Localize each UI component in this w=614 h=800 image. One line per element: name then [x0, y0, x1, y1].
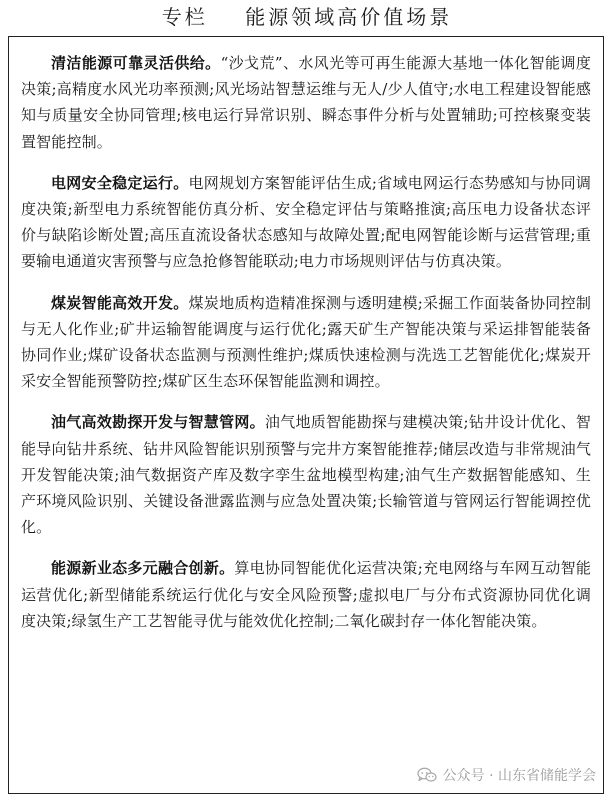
- section-heading: 清洁能源可靠灵活供给。: [51, 54, 221, 72]
- section-body: “沙戈荒”、水风光等可再生能源大基地一体化智能调度决策;高精度水风光功率预测;风光场站智慧运维与无人/少人值守;水电工程建设智能感知与质量安全协同管理;核电运行异常识别、瞬态事件分析与处置辅助;可控核聚变装置智能控制。: [21, 54, 591, 151]
- watermark: [415, 764, 598, 786]
- wechat-icon: [417, 767, 437, 783]
- section-coal: [21, 290, 591, 395]
- section-body: 算电协同智能优化运营决策;充电网络与车网互动智能运营优化;新型储能系统运行优化与安全风险预警;虚拟电厂与分布式资源协同优化调度决策;绿氢生产工艺智能寻优与能效优化控制;二氧化碳封存一体化智能决策。: [21, 559, 591, 630]
- section-heading: 电网安全稳定运行。: [51, 173, 189, 192]
- section-body: 电网规划方案智能评估生成;省域电网运行态势感知与协同调度决策;新型电力系统智能仿真分析、安全稳定评估与策略推演;高压电力设备状态评价与缺陷诊断处置;高压直流设备状态感知与故障处置;配电网智能诊断与运营管理;重要输电通道灾害预警与应急抢修智能联动;电力市场规则评估与仿真决策。: [21, 173, 592, 271]
- section-new-business: [21, 555, 591, 634]
- section-heading: 油气高效勘探开发与智慧管网。: [51, 413, 265, 432]
- page-title: 专栏 能源领域高价值场景: [161, 5, 453, 29]
- section-clean-energy: [21, 50, 591, 155]
- content-box: [8, 36, 604, 794]
- section-body: 煤炭地质构造精准探测与透明建模;采掘工作面装备协同控制与无人化作业;矿井运输智能调度与运行优化;露天矿生产智能决策与采运排智能装备协同作业;煤矿设备状态监测与预测性维护;煤质快速检测与洗选工艺智能优化;煤炭开采安全智能预警防控;煤矿区生态环保智能监测和调控。: [21, 293, 592, 391]
- section-heading: 煤炭智能高效开发。: [51, 293, 189, 312]
- section-oil-gas: [21, 409, 591, 540]
- watermark-text: 公众号 · 山东省储能学会: [442, 768, 596, 784]
- section-grid-safety: [21, 170, 591, 275]
- section-heading: 能源新业态多元融合创新。: [51, 559, 235, 578]
- section-body: 油气地质智能勘探与建模决策;钻井设计优化、智能导向钻井系统、钻井风险智能识别预警与完井方案智能推荐;储层改造与非常规油气开发智能决策;油气数据资产库及数字孪生盆地模型构建;油气生产数据智能感知、生产环境风险识别、关键设备泄露监测与应急处置决策;长输管道与管网运行智能调控优化。: [21, 413, 591, 537]
